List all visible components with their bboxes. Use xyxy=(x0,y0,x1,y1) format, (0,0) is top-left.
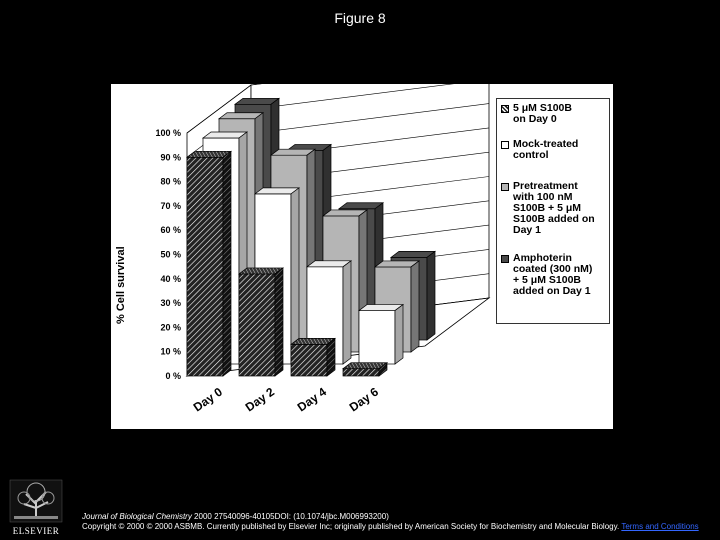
citation-text: 2000 27540096-40105DOI: (10.1074/jbc.M006993200) xyxy=(191,512,389,521)
legend-label: Amphoterin coated (300 nM) + 5 μM S100B added on Day 1 xyxy=(513,252,593,297)
y-tick-label: 90 % xyxy=(160,152,181,163)
bar-1-series-0 xyxy=(239,268,283,376)
x-tick-label: Day 2 xyxy=(242,384,277,415)
journal-name: Journal of Biological Chemistry xyxy=(82,512,192,521)
legend-swatch-hatch xyxy=(501,105,509,113)
legend-label: 5 μM S100B on Day 0 xyxy=(513,102,572,125)
y-tick-label: 0 % xyxy=(165,371,181,381)
x-tick-label: Day 6 xyxy=(346,384,381,415)
x-axis-labels xyxy=(191,384,382,414)
bar-2-series-0 xyxy=(291,338,335,376)
figure-title: Figure 8 xyxy=(334,10,386,26)
y-tick-label: 20 % xyxy=(160,322,181,333)
legend-swatch-dark-gray xyxy=(501,255,509,263)
y-tick-label: 10 % xyxy=(160,346,181,357)
y-tick-label: 40 % xyxy=(160,273,181,284)
bar-0-series-0 xyxy=(187,151,231,376)
legend-label: Mock-treated control xyxy=(513,138,579,161)
y-tick-label: 80 % xyxy=(160,176,181,187)
bar-3-series-1 xyxy=(359,305,403,364)
x-tick-label: Day 0 xyxy=(190,384,225,415)
y-tick-label: 70 % xyxy=(160,200,181,211)
legend-swatch-white xyxy=(501,141,509,149)
citation-footer xyxy=(82,512,702,531)
y-tick-label: 30 % xyxy=(160,298,181,309)
y-tick-label: 100 % xyxy=(155,128,181,138)
chart-panel xyxy=(111,84,613,429)
y-axis-label: % Cell survival xyxy=(115,246,127,324)
y-tick-label: 50 % xyxy=(160,249,181,260)
terms-link[interactable]: Terms and Conditions xyxy=(621,521,699,531)
bar-3-series-0 xyxy=(343,363,387,376)
legend-swatch-light-gray xyxy=(501,183,509,191)
logo-wordmark: ELSEVIER xyxy=(12,526,60,536)
legend-label: Pretreatment with 100 nM S100B + 5 μM S100B added on Day 1 xyxy=(513,180,595,236)
copyright-text: Copyright © 2000 © 2000 ASBMB. Currently published by Elsevier Inc; originally published by American Society for Biochemistry and Molecular Biology. xyxy=(82,521,620,531)
y-tick-label: 60 % xyxy=(160,225,181,236)
chart-legend xyxy=(496,98,610,324)
x-tick-label: Day 4 xyxy=(294,384,329,415)
